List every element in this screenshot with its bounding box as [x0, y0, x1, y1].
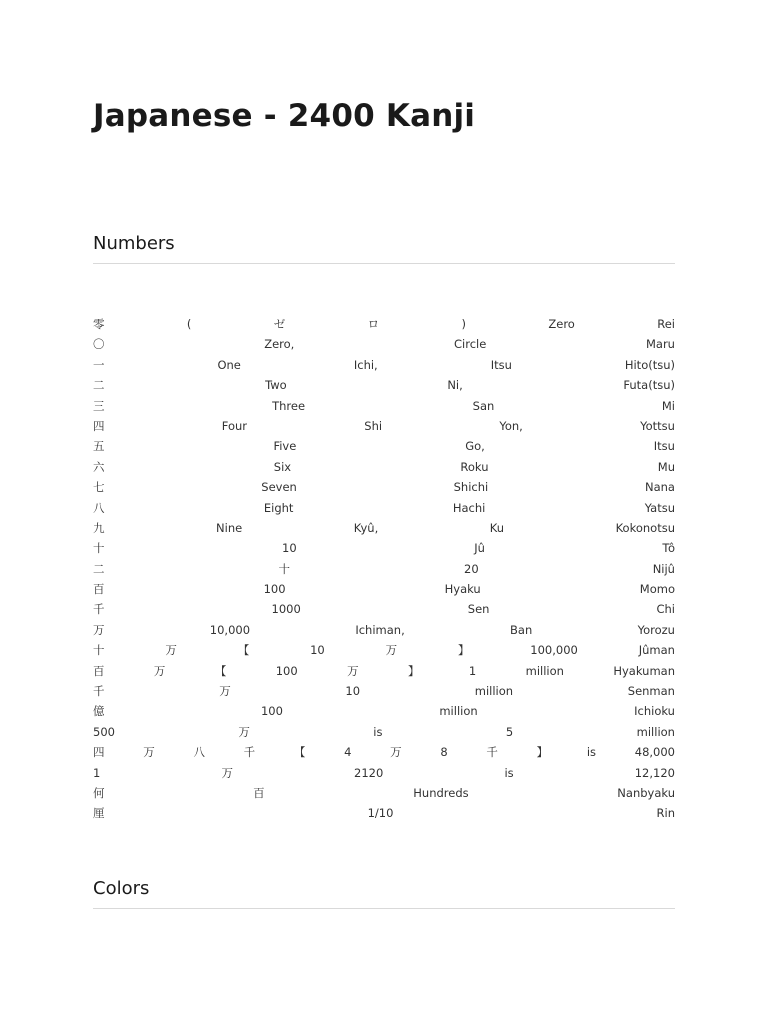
table-cell: Tô: [662, 541, 675, 556]
table-cell: 10: [310, 643, 325, 658]
table-cell: 万: [165, 643, 177, 658]
table-cell: 1/10: [367, 806, 394, 821]
table-cell: Itsu: [653, 439, 675, 454]
table-cell: 万: [143, 745, 155, 760]
table-cell: 八: [93, 500, 105, 515]
table-cell: 億: [93, 704, 105, 719]
table-cell: 20: [464, 561, 479, 576]
table-cell: Zero,: [264, 337, 295, 352]
table-cell: 一: [93, 357, 105, 372]
table-cell: 〇: [93, 337, 105, 352]
table-row: [93, 642, 675, 662]
table-cell: ): [461, 317, 466, 331]
table-cell: 500: [93, 724, 115, 739]
table-cell: 100: [263, 582, 286, 597]
table-cell: Nana: [644, 480, 675, 495]
table-row: [93, 316, 675, 336]
table-cell: Yorozu: [637, 622, 675, 637]
table-cell: Ku: [489, 520, 505, 535]
table-cell: 百: [93, 582, 105, 597]
table-cell: million: [474, 684, 514, 699]
table-row: [93, 703, 675, 723]
table-cell: 千: [486, 745, 498, 760]
table-row: [93, 683, 675, 703]
table-cell: 1: [468, 663, 477, 678]
page-title: Japanese - 2400 Kanji: [93, 98, 476, 134]
table-cell: 万: [390, 745, 402, 760]
table-cell: is: [373, 724, 383, 739]
table-cell: 五: [93, 439, 105, 454]
table-cell: 】: [536, 745, 549, 760]
table-cell: 万: [238, 724, 250, 739]
table-cell: 1000: [271, 602, 301, 617]
table-cell: 万: [385, 643, 398, 658]
table-cell: Hyakuman: [613, 663, 675, 678]
table-cell: 十: [278, 561, 291, 576]
table-cell: Shichi: [453, 480, 489, 495]
table-cell: Mu: [657, 459, 675, 474]
table-cell: Two: [265, 378, 287, 393]
table-cell: 48,000: [634, 745, 675, 760]
table-cell: 十: [93, 643, 105, 658]
table-cell: 】: [457, 643, 470, 658]
table-cell: 1: [93, 765, 101, 780]
table-cell: Kokonotsu: [615, 520, 675, 535]
table-cell: 三: [93, 398, 105, 413]
table-row: [93, 785, 675, 805]
table-cell: Ichi,: [353, 357, 378, 372]
table-cell: 零: [93, 317, 105, 331]
table-cell: Hito(tsu): [624, 357, 675, 372]
table-cell: Circle: [454, 337, 487, 352]
table-cell: 万: [93, 622, 105, 637]
table-cell: 】: [407, 663, 420, 678]
table-cell: Hundreds: [413, 785, 469, 800]
table-cell: Chi: [656, 602, 675, 617]
table-cell: Three: [272, 398, 306, 413]
table-cell: is: [504, 765, 514, 780]
table-cell: million: [439, 704, 478, 719]
table-cell: 5: [505, 724, 514, 739]
table-row: [93, 438, 675, 458]
table-cell: Yatsu: [644, 500, 675, 515]
table-cell: million: [636, 724, 675, 739]
table-cell: 4: [344, 745, 352, 760]
table-row: [93, 418, 675, 438]
table-cell: 何: [93, 785, 105, 800]
table-cell: million: [525, 663, 564, 678]
table-row: [93, 622, 675, 642]
table-row: [93, 663, 675, 683]
table-cell: 万: [347, 663, 359, 678]
table-cell: 四: [93, 745, 105, 760]
table-cell: 10,000: [209, 622, 251, 637]
table-row: [93, 765, 675, 785]
table-cell: 九: [93, 520, 105, 535]
table-cell: 100: [275, 663, 298, 678]
table-cell: 八: [193, 745, 205, 760]
table-cell: San: [472, 398, 495, 413]
numbers-table: [93, 316, 675, 826]
table-cell: One: [217, 357, 241, 372]
table-cell: Nijû: [652, 561, 675, 576]
table-cell: 二: [93, 378, 105, 393]
table-cell: 六: [93, 459, 105, 474]
table-cell: Jûman: [638, 643, 675, 658]
table-cell: Shi: [364, 418, 383, 433]
table-cell: 10: [345, 684, 361, 699]
table-cell: 千: [93, 602, 105, 617]
table-cell: Nine: [216, 520, 243, 535]
table-cell: 万: [153, 663, 166, 678]
table-cell: Ichiman,: [355, 622, 405, 637]
table-cell: 12,120: [634, 765, 675, 780]
table-cell: Itsu: [490, 357, 512, 372]
table-row: [93, 377, 675, 397]
table-cell: 万: [219, 684, 231, 699]
table-row: [93, 744, 675, 764]
table-cell: Five: [273, 439, 297, 454]
table-cell: Six: [273, 459, 292, 474]
table-cell: Sen: [467, 602, 490, 617]
table-cell: Go,: [465, 439, 485, 454]
table-row: [93, 561, 675, 581]
table-cell: is: [586, 745, 597, 760]
table-cell: Hachi: [452, 500, 486, 515]
table-row: [93, 459, 675, 479]
table-cell: ゼ: [273, 317, 286, 331]
table-cell: Yon,: [499, 418, 523, 433]
table-cell: Four: [221, 418, 248, 433]
table-cell: Ban: [510, 622, 533, 637]
table-cell: Hyaku: [444, 582, 481, 597]
table-cell: 百: [93, 663, 105, 678]
table-cell: 8: [440, 745, 448, 760]
table-cell: (: [186, 317, 192, 331]
table-cell: Seven: [261, 480, 297, 495]
table-cell: Roku: [460, 459, 489, 474]
table-cell: 千: [243, 745, 256, 760]
table-row: [93, 357, 675, 377]
table-cell: 万: [221, 765, 233, 780]
table-row: [93, 520, 675, 540]
table-cell: 【: [214, 663, 227, 678]
table-cell: Ni,: [447, 378, 463, 393]
table-cell: Rei: [657, 317, 675, 331]
table-cell: 100: [260, 704, 283, 719]
table-cell: Nanbyaku: [617, 785, 675, 800]
table-cell: Momo: [639, 582, 675, 597]
table-cell: Futa(tsu): [623, 378, 675, 393]
table-row: [93, 398, 675, 418]
table-cell: 【: [293, 745, 306, 760]
table-cell: 二: [93, 561, 105, 576]
table-cell: Senman: [627, 684, 675, 699]
table-cell: 十: [93, 541, 105, 556]
table-cell: 千: [93, 684, 105, 699]
table-cell: 百: [253, 785, 265, 800]
table-cell: ロ: [367, 317, 380, 331]
section-heading-colors: Colors: [93, 878, 675, 909]
table-cell: Eight: [263, 500, 294, 515]
table-cell: 100,000: [530, 643, 578, 658]
table-row: [93, 540, 675, 560]
table-cell: 四: [93, 418, 105, 433]
table-row: [93, 724, 675, 744]
section-heading-numbers: Numbers: [93, 233, 675, 264]
table-row: [93, 601, 675, 621]
table-row: [93, 500, 675, 520]
table-row: [93, 336, 675, 356]
table-cell: Ichioku: [634, 704, 675, 719]
table-cell: 2120: [354, 765, 384, 780]
table-cell: Mi: [661, 398, 675, 413]
table-cell: 厘: [93, 806, 105, 821]
table-cell: Jû: [474, 541, 485, 556]
table-row: [93, 805, 675, 825]
table-row: [93, 479, 675, 499]
table-cell: Maru: [645, 337, 675, 352]
table-cell: 【: [237, 643, 250, 658]
table-cell: Yottsu: [640, 418, 675, 433]
table-cell: 七: [93, 480, 105, 495]
table-row: [93, 581, 675, 601]
table-cell: Zero: [548, 317, 575, 331]
table-cell: Kyû,: [353, 520, 379, 535]
table-cell: Rin: [656, 806, 675, 821]
table-cell: 10: [282, 541, 297, 556]
